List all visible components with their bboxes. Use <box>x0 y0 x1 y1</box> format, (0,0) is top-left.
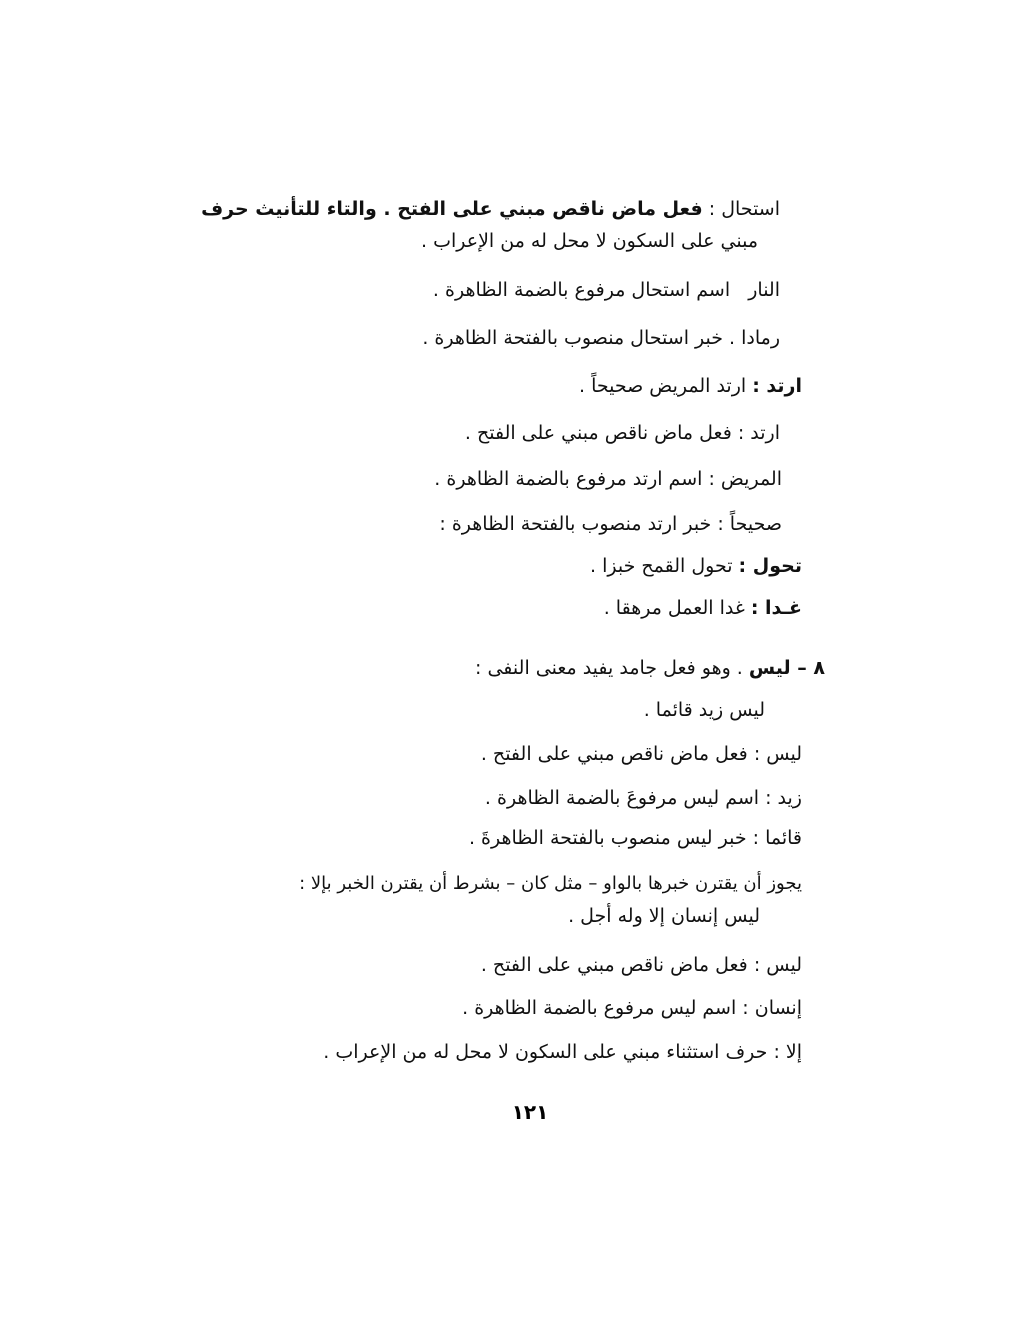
line-text: يجوز أن يقترن خبرها بالواو – مثل كان – بشرط أن يقترن الخبر بإلا : <box>299 873 802 894</box>
text-line-12 <box>644 697 765 723</box>
line-text: فعل ماض ناقص مبني على الفتح . <box>480 954 748 976</box>
text-line-6 <box>465 420 780 446</box>
line-text: . وهو فعل جامد يفيد معنى النفى : <box>475 657 743 679</box>
term: إنسان : <box>742 997 802 1019</box>
text-line-18 <box>481 952 802 978</box>
text-line-15 <box>469 825 802 851</box>
term: زيد : <box>765 787 802 809</box>
line-text: مبني على السكون لا محل له من الإعراب . <box>421 230 758 252</box>
line-text: خبر ارتد منصوب بالفتحة الظاهرة : <box>439 513 712 535</box>
line-text: حرف استثناء مبني على السكون لا محل له من الإعراب . <box>323 1041 768 1063</box>
text-line-11 <box>475 655 825 681</box>
text-line-16 <box>299 871 802 897</box>
text-line-3 <box>433 277 780 303</box>
term: تحول : <box>738 555 802 577</box>
text-line-13 <box>481 741 802 767</box>
line-text: تحول القمح خبزا . <box>590 555 733 577</box>
term: استحال : <box>708 198 780 220</box>
line-text: ليس إنسان إلا وله أجل . <box>568 905 760 927</box>
term: غـدا : <box>750 597 802 619</box>
term: ليس : <box>753 954 802 976</box>
term: النار <box>748 279 780 301</box>
line-text: اسم ليس مرفوع بالضمة الظاهرة . <box>462 997 737 1019</box>
line-text: غدا العمل مرهقا . <box>603 597 745 619</box>
text-line-9 <box>590 553 802 579</box>
text-line-8 <box>439 511 782 537</box>
line-text: فعل ماض ناقص مبني على الفتح . والتاء للتأنيث حرف <box>201 198 703 220</box>
line-text: اسم استحال مرفوع بالضمة الظاهرة . <box>432 279 731 301</box>
page-number: ١٢١ <box>511 1100 549 1124</box>
term: رمادا . <box>729 327 780 349</box>
term: ليس : <box>753 743 802 765</box>
line-text: خبر استحال منصوب بالفتحة الظاهرة . <box>422 327 723 349</box>
text-line-20 <box>323 1039 802 1065</box>
text-line-7 <box>434 466 782 492</box>
line-text: ارتد المريض صحيحاً . <box>579 375 747 397</box>
term: المريض : <box>708 468 782 490</box>
text-line-2 <box>421 228 758 254</box>
term: قائما : <box>752 827 802 849</box>
line-text: خبر ليس منصوب بالفتحة الظاهرةَ . <box>468 827 747 849</box>
text-line-5 <box>579 373 802 399</box>
term: ارتد : <box>737 422 780 444</box>
text-line-17 <box>568 903 760 929</box>
text-line-10 <box>604 595 802 621</box>
text-line-19 <box>462 995 802 1021</box>
line-text: اسم ليس مرفوعَ بالضمة الظاهرة . <box>484 787 760 809</box>
text-line-14 <box>485 785 802 811</box>
text-line-4 <box>422 325 780 351</box>
line-text: فعل ماض ناقص مبني على الفتح . <box>480 743 748 765</box>
line-text: اسم ارتد مرفوع بالضمة الظاهرة . <box>434 468 703 490</box>
text-line-1 <box>201 196 780 222</box>
term: صحيحاً : <box>717 513 782 535</box>
line-text: فعل ماض ناقص مبني على الفتح . <box>464 422 732 444</box>
line-text: ليس زيد قائما . <box>643 699 765 721</box>
term: إلا : <box>773 1041 802 1063</box>
term: ٨ – ليس <box>748 657 825 679</box>
term: ارتد : <box>752 375 802 397</box>
